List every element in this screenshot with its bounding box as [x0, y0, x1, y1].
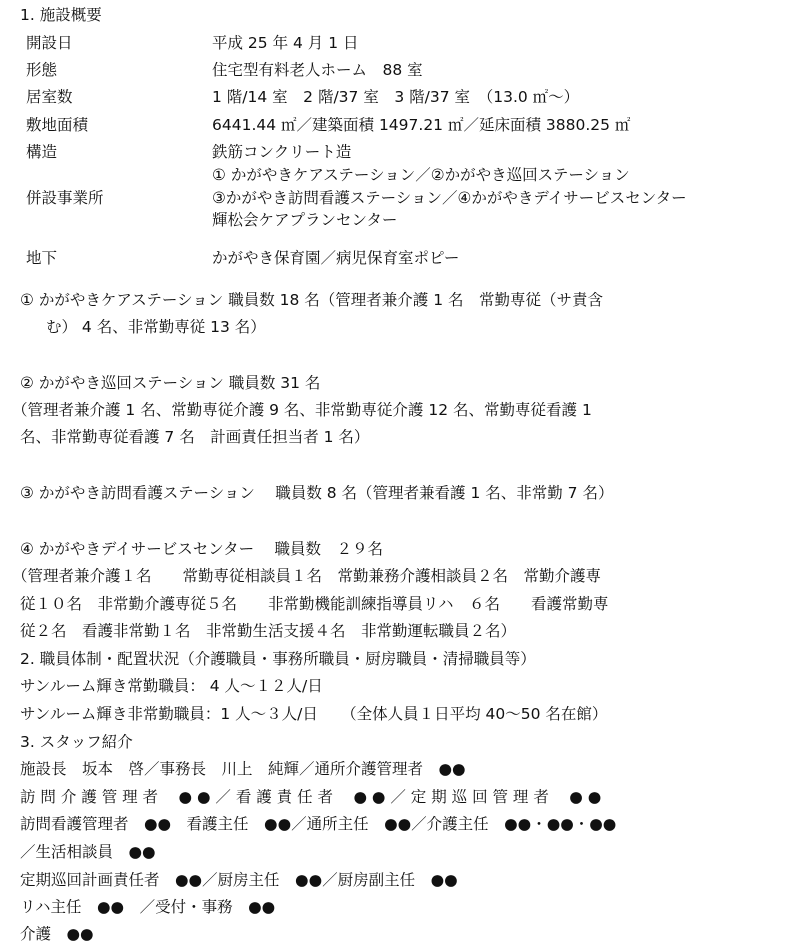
station2-line-2: （管理者兼介護 1 名、常勤専従介護 9 名、非常勤専従介護 12 名、常勤専従看護 1	[12, 401, 592, 419]
basement-value: かがやき保育園／病児保育室ポピー	[212, 249, 460, 267]
section3-heading: 3. スタッフ紹介	[20, 733, 133, 751]
station3-line-1: ③ かがやき訪問看護ステーション 職員数 8 名（管理者兼看護 1 名、非常勤 7 名）	[20, 484, 614, 502]
section1-heading: 1. 施設概要	[20, 6, 102, 24]
annex-label: 併設事業所	[26, 189, 104, 207]
station4-line-3: 従１０名 非常勤介護専従５名 非常勤機能訓練指導員リハ ６名 看護常勤専	[20, 595, 609, 613]
staff-line-3: 訪問看護管理者 ●● 看護主任 ●●／通所主任 ●●／介護主任 ●●・●●・●●	[20, 815, 617, 833]
station1-line-2: む） 4 名、非常勤専従 13 名）	[46, 318, 266, 336]
structure-label: 構造	[26, 143, 58, 161]
station4-line-1: ④ かがやきデイサービスセンター 職員数 ２９名	[20, 540, 384, 558]
area-label: 敷地面積	[26, 116, 89, 134]
type-value: 住宅型有料老人ホーム 88 室	[212, 61, 423, 79]
rooms-label: 居室数	[26, 88, 73, 106]
rooms-value: 1 階/14 室 2 階/37 室 3 階/37 室 （13.0 ㎡～）	[212, 88, 580, 106]
area-value: 6441.44 ㎡／建築面積 1497.21 ㎡／延床面積 3880.25 ㎡	[212, 116, 631, 134]
staff-line-7: 介護 ●●	[20, 925, 94, 943]
structure-value: 鉄筋コンクリート造	[212, 143, 352, 161]
staff-line-4: ／生活相談員 ●●	[20, 843, 156, 861]
open-date-value: 平成 25 年 4 月 1 日	[212, 34, 359, 52]
open-date-label: 開設日	[26, 34, 73, 52]
station2-line-1: ② かがやき巡回ステーション 職員数 31 名	[20, 374, 321, 392]
type-label: 形態	[26, 61, 58, 79]
section2-line-2: サンルーム輝き非常勤職員：1 人～３人/日 （全体人員１日平均 40～50 名在館）	[20, 705, 608, 723]
annex-line-1: ① かがやきケアステーション／②かがやき巡回ステーション	[212, 166, 630, 184]
station1-line-1: ① かがやきケアステーション 職員数 18 名（管理者兼介護 1 名 常勤専従（サ責含	[20, 291, 603, 309]
basement-label: 地下	[26, 249, 58, 267]
section2-line-1: サンルーム輝き常勤職員： 4 人～１２人/日	[20, 677, 323, 695]
station4-line-2: （管理者兼介護１名 常勤専従相談員１名 常勤兼務介護相談員２名 常勤介護専	[12, 567, 602, 585]
staff-line-1: 施設長 坂本 啓／事務長 川上 純輝／通所介護管理者 ●●	[20, 760, 466, 778]
annex-line-2: ③かがやき訪問看護ステーション／④かがやきデイサービスセンター	[212, 189, 687, 207]
staff-line-2: 訪 問 介 護 管 理 者 ● ● ／ 看 護 責 任 者 ● ● ／ 定 期 巡 回 管 理 者 ● ●	[20, 788, 602, 806]
station2-line-3: 名、非常勤専従看護 7 名 計画責任担当者 1 名）	[20, 428, 370, 446]
annex-line-3: 輝松会ケアプランセンター	[212, 211, 398, 229]
staff-line-5: 定期巡回計画責任者 ●●／厨房主任 ●●／厨房副主任 ●●	[20, 871, 458, 889]
staff-line-6: リハ主任 ●● ／受付・事務 ●●	[20, 898, 276, 916]
section2-heading: 2. 職員体制・配置状況（介護職員・事務所職員・厨房職員・清掃職員等）	[20, 650, 536, 668]
station4-line-4: 従２名 看護非常勤１名 非常勤生活支援４名 非常勤運転職員２名）	[20, 622, 517, 640]
